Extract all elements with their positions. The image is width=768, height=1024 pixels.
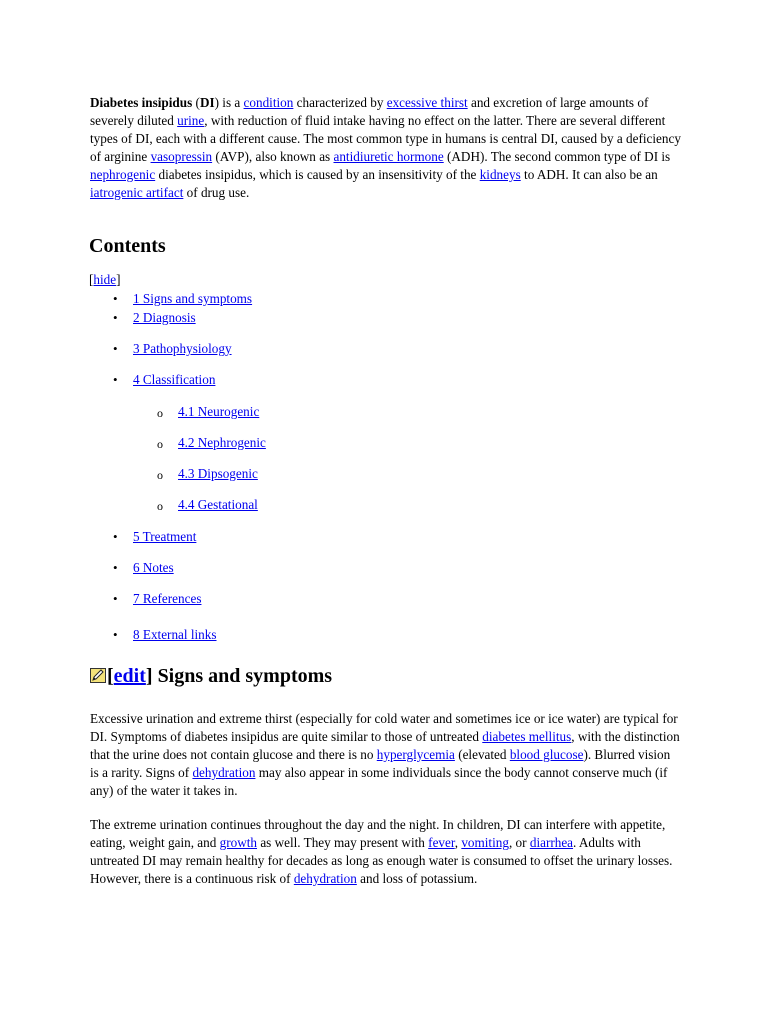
edit-pencil-icon[interactable]: [90, 665, 106, 680]
toc-hide-toggle: [hide]: [89, 272, 121, 287]
link-diabetes-mellitus[interactable]: diabetes mellitus: [482, 728, 572, 744]
toc-hide-link[interactable]: hide: [93, 272, 117, 287]
text-run: . Adults with untreated DI may remain healthy for decades as long as enough water is consumed to offset the urinary losses. However, there is a continuous risk of: [90, 834, 673, 886]
toc-item-1-signs-and-symptoms: [113, 290, 253, 308]
link-vasopressin[interactable]: vasopressin: [150, 148, 213, 164]
text-run: (elevated: [454, 746, 510, 762]
toc-link-4-3-dipsogenic[interactable]: 4.3 Dipsogenic: [178, 466, 258, 481]
text-run: diabetes insipidus, which is caused by an insensitivity of the: [155, 166, 480, 182]
toc-bullet: •: [113, 341, 118, 356]
link-urine[interactable]: urine: [177, 112, 205, 128]
bold-term-di: DI: [199, 95, 215, 110]
text-run: and excretion of large amounts of severely diluted: [90, 95, 649, 128]
text-run: may also appear in some individuals since the body cannot conserve much (if any) of the water it takes in.: [90, 764, 668, 798]
toc-bullet: •: [113, 627, 118, 642]
toc-bullet: •: [113, 310, 118, 325]
article: [89, 94, 690, 886]
toc-item-4-4-gestational: [157, 496, 258, 514]
link-diarrhea[interactable]: diarrhea: [529, 834, 574, 850]
toc-link-7-references[interactable]: 7 References: [133, 591, 202, 606]
toc-link-4-2-nephrogenic[interactable]: 4.2 Nephrogenic: [178, 435, 266, 450]
text-run: ). Blurred vision is a rarity. Signs of: [90, 746, 671, 780]
toc-bullet: •: [113, 372, 118, 387]
link-excessive-thirst[interactable]: excessive thirst: [386, 95, 468, 110]
link-dehydration[interactable]: dehydration: [192, 764, 256, 780]
toc-subbullet: o: [157, 437, 163, 451]
toc-link-4-classification[interactable]: 4 Classification: [133, 372, 216, 387]
section-heading-signs: [edit] Signs and symptoms: [90, 664, 332, 688]
toc-item-4-2-nephrogenic: [157, 434, 266, 452]
edit-section-link[interactable]: edit: [113, 665, 146, 687]
text-run: , or: [508, 834, 530, 850]
section-paragraph-1: [90, 710, 682, 800]
link-iatrogenic-artifact[interactable]: iatrogenic artifact: [90, 184, 184, 200]
text-run: (AVP), also known as: [212, 148, 334, 164]
text-run: ,: [454, 834, 462, 850]
toc-link-6-notes[interactable]: 6 Notes: [133, 560, 174, 575]
link-vomiting[interactable]: vomiting: [461, 834, 509, 850]
toc-link-5-treatment[interactable]: 5 Treatment: [133, 529, 197, 544]
text-run: Excessive urination and extreme thirst (especially for cold water and sometimes ice or ice water) are typical for DI. Symptoms of diabetes insipidus are quite similar to those of untreated: [90, 711, 678, 744]
link-blood-glucose[interactable]: blood glucose: [509, 746, 584, 762]
text-run: to ADH. It can also be an: [520, 166, 658, 182]
toc-item-6-notes: [113, 559, 174, 577]
toc-subbullet: o: [157, 499, 163, 513]
text-run: (: [192, 95, 200, 110]
toc-item-7-references: [113, 590, 202, 608]
toc-link-2-diagnosis[interactable]: 2 Diagnosis: [133, 310, 196, 325]
text-run: and loss of potassium.: [356, 870, 478, 886]
link-kidneys[interactable]: kidneys: [479, 166, 521, 182]
toc-item-8-external-links: [113, 626, 217, 644]
toc-item-5-treatment: [113, 528, 197, 546]
text-run: characterized by: [293, 95, 387, 110]
link-nephrogenic[interactable]: nephrogenic: [90, 166, 156, 182]
link-fever[interactable]: fever: [428, 834, 455, 850]
toc-item-3-pathophysiology: [113, 340, 232, 358]
section-paragraph-2: [90, 816, 682, 888]
text-run: as well. They may present with: [257, 834, 429, 850]
text-run: , with the distinction that the urine does not contain glucose and there is no: [90, 728, 680, 762]
bold-term-diabetes-insipidus: Diabetes insipidus: [90, 95, 193, 110]
text-run: The extreme urination continues throughout the day and the night. In children, DI can interfere with appetite, eating, weight gain, and: [90, 817, 666, 850]
toc-bullet: •: [113, 291, 118, 306]
toc-item-4-classification: [113, 371, 216, 389]
toc-item-2-diagnosis: [113, 309, 196, 327]
toc-bullet: •: [113, 560, 118, 575]
text-run: , with reduction of fluid intake having no effect on the latter. There are several different types of DI, each with a different cause. The most common type in humans is central DI, caused by a deficiency of arginine: [90, 112, 681, 164]
text-run: (ADH). The second common type of DI is: [443, 148, 671, 164]
text-run: ) is a: [214, 95, 244, 110]
section-title: Signs and symptoms: [157, 665, 333, 687]
link-antidiuretic-hormone[interactable]: antidiuretic hormone: [333, 148, 444, 164]
toc-bullet: •: [113, 529, 118, 544]
toc-link-4-1-neurogenic[interactable]: 4.1 Neurogenic: [178, 404, 260, 419]
toc-item-4-1-neurogenic: [157, 403, 260, 421]
toc-subbullet: o: [157, 468, 163, 482]
toc-link-8-external-links[interactable]: 8 External links: [133, 627, 217, 642]
text-run: of drug use.: [183, 184, 250, 200]
link-growth[interactable]: growth: [219, 834, 258, 850]
toc-item-4-3-dipsogenic: [157, 465, 258, 483]
intro-paragraph: [90, 94, 690, 201]
toc-subbullet: o: [157, 406, 163, 420]
link-hyperglycemia[interactable]: hyperglycemia: [376, 746, 455, 762]
toc-bullet: •: [113, 591, 118, 606]
link-dehydration[interactable]: dehydration: [293, 870, 357, 886]
toc-link-3-pathophysiology[interactable]: 3 Pathophysiology: [133, 341, 232, 356]
toc-link-1-signs-and-symptoms[interactable]: 1 Signs and symptoms: [133, 291, 253, 306]
toc-link-4-4-gestational[interactable]: 4.4 Gestational: [178, 497, 258, 512]
link-condition[interactable]: condition: [243, 95, 294, 110]
contents-heading: Contents: [89, 235, 166, 257]
